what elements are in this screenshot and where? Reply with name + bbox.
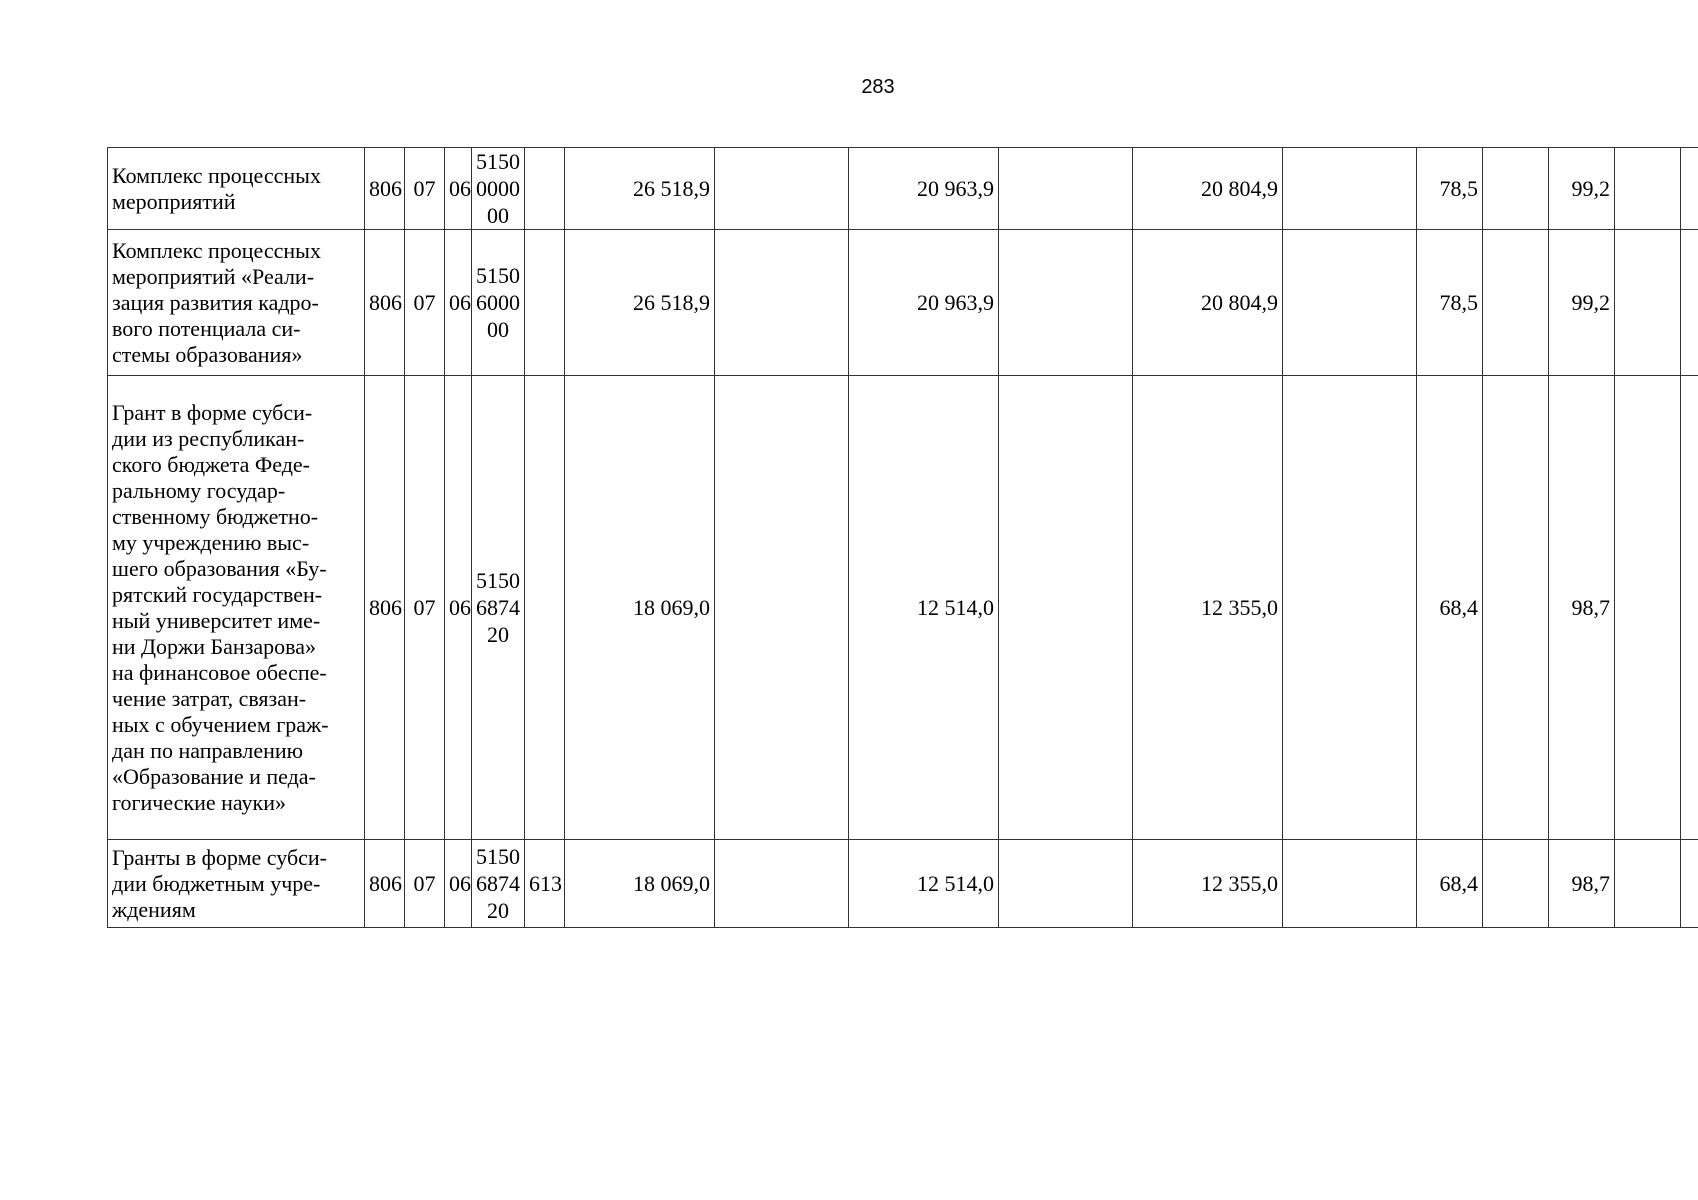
table-row (108, 230, 1698, 376)
empty-cell (715, 230, 849, 376)
rz-code: 07 (405, 376, 445, 840)
empty-cell (715, 840, 849, 928)
percent-of-plan: 78,5 (1417, 148, 1483, 230)
percent-of-refined: 99,2 (1549, 148, 1615, 230)
pr-code: 06 (445, 148, 472, 230)
plan-amount: 18 069,0 (565, 840, 715, 928)
empty-cell (1483, 840, 1549, 928)
pr-code: 06 (445, 376, 472, 840)
percent-of-refined: 98,7 (1549, 840, 1615, 928)
empty-cell (715, 148, 849, 230)
empty-cell (1483, 230, 1549, 376)
table-row (108, 840, 1698, 928)
rz-code: 07 (405, 230, 445, 376)
percent-of-plan: 78,5 (1417, 230, 1483, 376)
budget-execution-table (107, 147, 1698, 928)
csr-code: 5150 0000 00 (472, 148, 525, 230)
rz-code: 07 (405, 148, 445, 230)
row-name: Грант в форме субси- дии из республикан- ского бюджета Феде- ральному государ- ственному бюджетно- му учреждению выс- шего образования «Бу- рятский государствен- ный университет име- ни Доржи Банзарова» на финансовое обеспе- чение затрат, связан- ных с обучением граж- дан по направлению «Образование и педа- гогические науки» (108, 376, 365, 840)
row-name: Гранты в форме субси- дии бюджетным учре- ждениям (108, 840, 365, 928)
page-number: 283 (861, 76, 895, 98)
executed-amount: 12 355,0 (1133, 840, 1283, 928)
row-name: Комплекс процессных мероприятий (108, 148, 365, 230)
empty-cell (1681, 376, 1698, 840)
executed-amount: 20 804,9 (1133, 148, 1283, 230)
gr-code: 806 (365, 148, 405, 230)
empty-cell (1615, 376, 1681, 840)
empty-cell (1283, 840, 1417, 928)
refined-amount: 12 514,0 (849, 840, 999, 928)
empty-cell (715, 376, 849, 840)
rz-code: 07 (405, 840, 445, 928)
empty-cell (999, 376, 1133, 840)
percent-of-refined: 98,7 (1549, 376, 1615, 840)
pr-code: 06 (445, 230, 472, 376)
gr-code: 806 (365, 230, 405, 376)
empty-cell (1681, 230, 1698, 376)
empty-cell (1483, 376, 1549, 840)
executed-amount: 20 804,9 (1133, 230, 1283, 376)
empty-cell (1615, 148, 1681, 230)
vr-code (525, 230, 565, 376)
empty-cell (1615, 230, 1681, 376)
empty-cell (1283, 376, 1417, 840)
empty-cell (999, 840, 1133, 928)
csr-code: 5150 6000 00 (472, 230, 525, 376)
percent-of-plan: 68,4 (1417, 840, 1483, 928)
empty-cell (1681, 840, 1698, 928)
empty-cell (1615, 840, 1681, 928)
plan-amount: 26 518,9 (565, 148, 715, 230)
executed-amount: 12 355,0 (1133, 376, 1283, 840)
percent-of-refined: 99,2 (1549, 230, 1615, 376)
refined-amount: 20 963,9 (849, 230, 999, 376)
empty-cell (1681, 148, 1698, 230)
vr-code: 613 (525, 840, 565, 928)
pr-code: 06 (445, 840, 472, 928)
empty-cell (1283, 230, 1417, 376)
empty-cell (999, 148, 1133, 230)
table-row (108, 376, 1698, 840)
empty-cell (1483, 148, 1549, 230)
gr-code: 806 (365, 376, 405, 840)
empty-cell (999, 230, 1133, 376)
refined-amount: 12 514,0 (849, 376, 999, 840)
empty-cell (1283, 148, 1417, 230)
gr-code: 806 (365, 840, 405, 928)
vr-code (525, 148, 565, 230)
csr-code: 5150 6874 20 (472, 376, 525, 840)
plan-amount: 18 069,0 (565, 376, 715, 840)
vr-code (525, 376, 565, 840)
table-row (108, 148, 1698, 230)
percent-of-plan: 68,4 (1417, 376, 1483, 840)
csr-code: 5150 6874 20 (472, 840, 525, 928)
row-name: Комплекс процессных мероприятий «Реали- зация развития кадро- вого потенциала си- стемы образования» (108, 230, 365, 376)
plan-amount: 26 518,9 (565, 230, 715, 376)
refined-amount: 20 963,9 (849, 148, 999, 230)
